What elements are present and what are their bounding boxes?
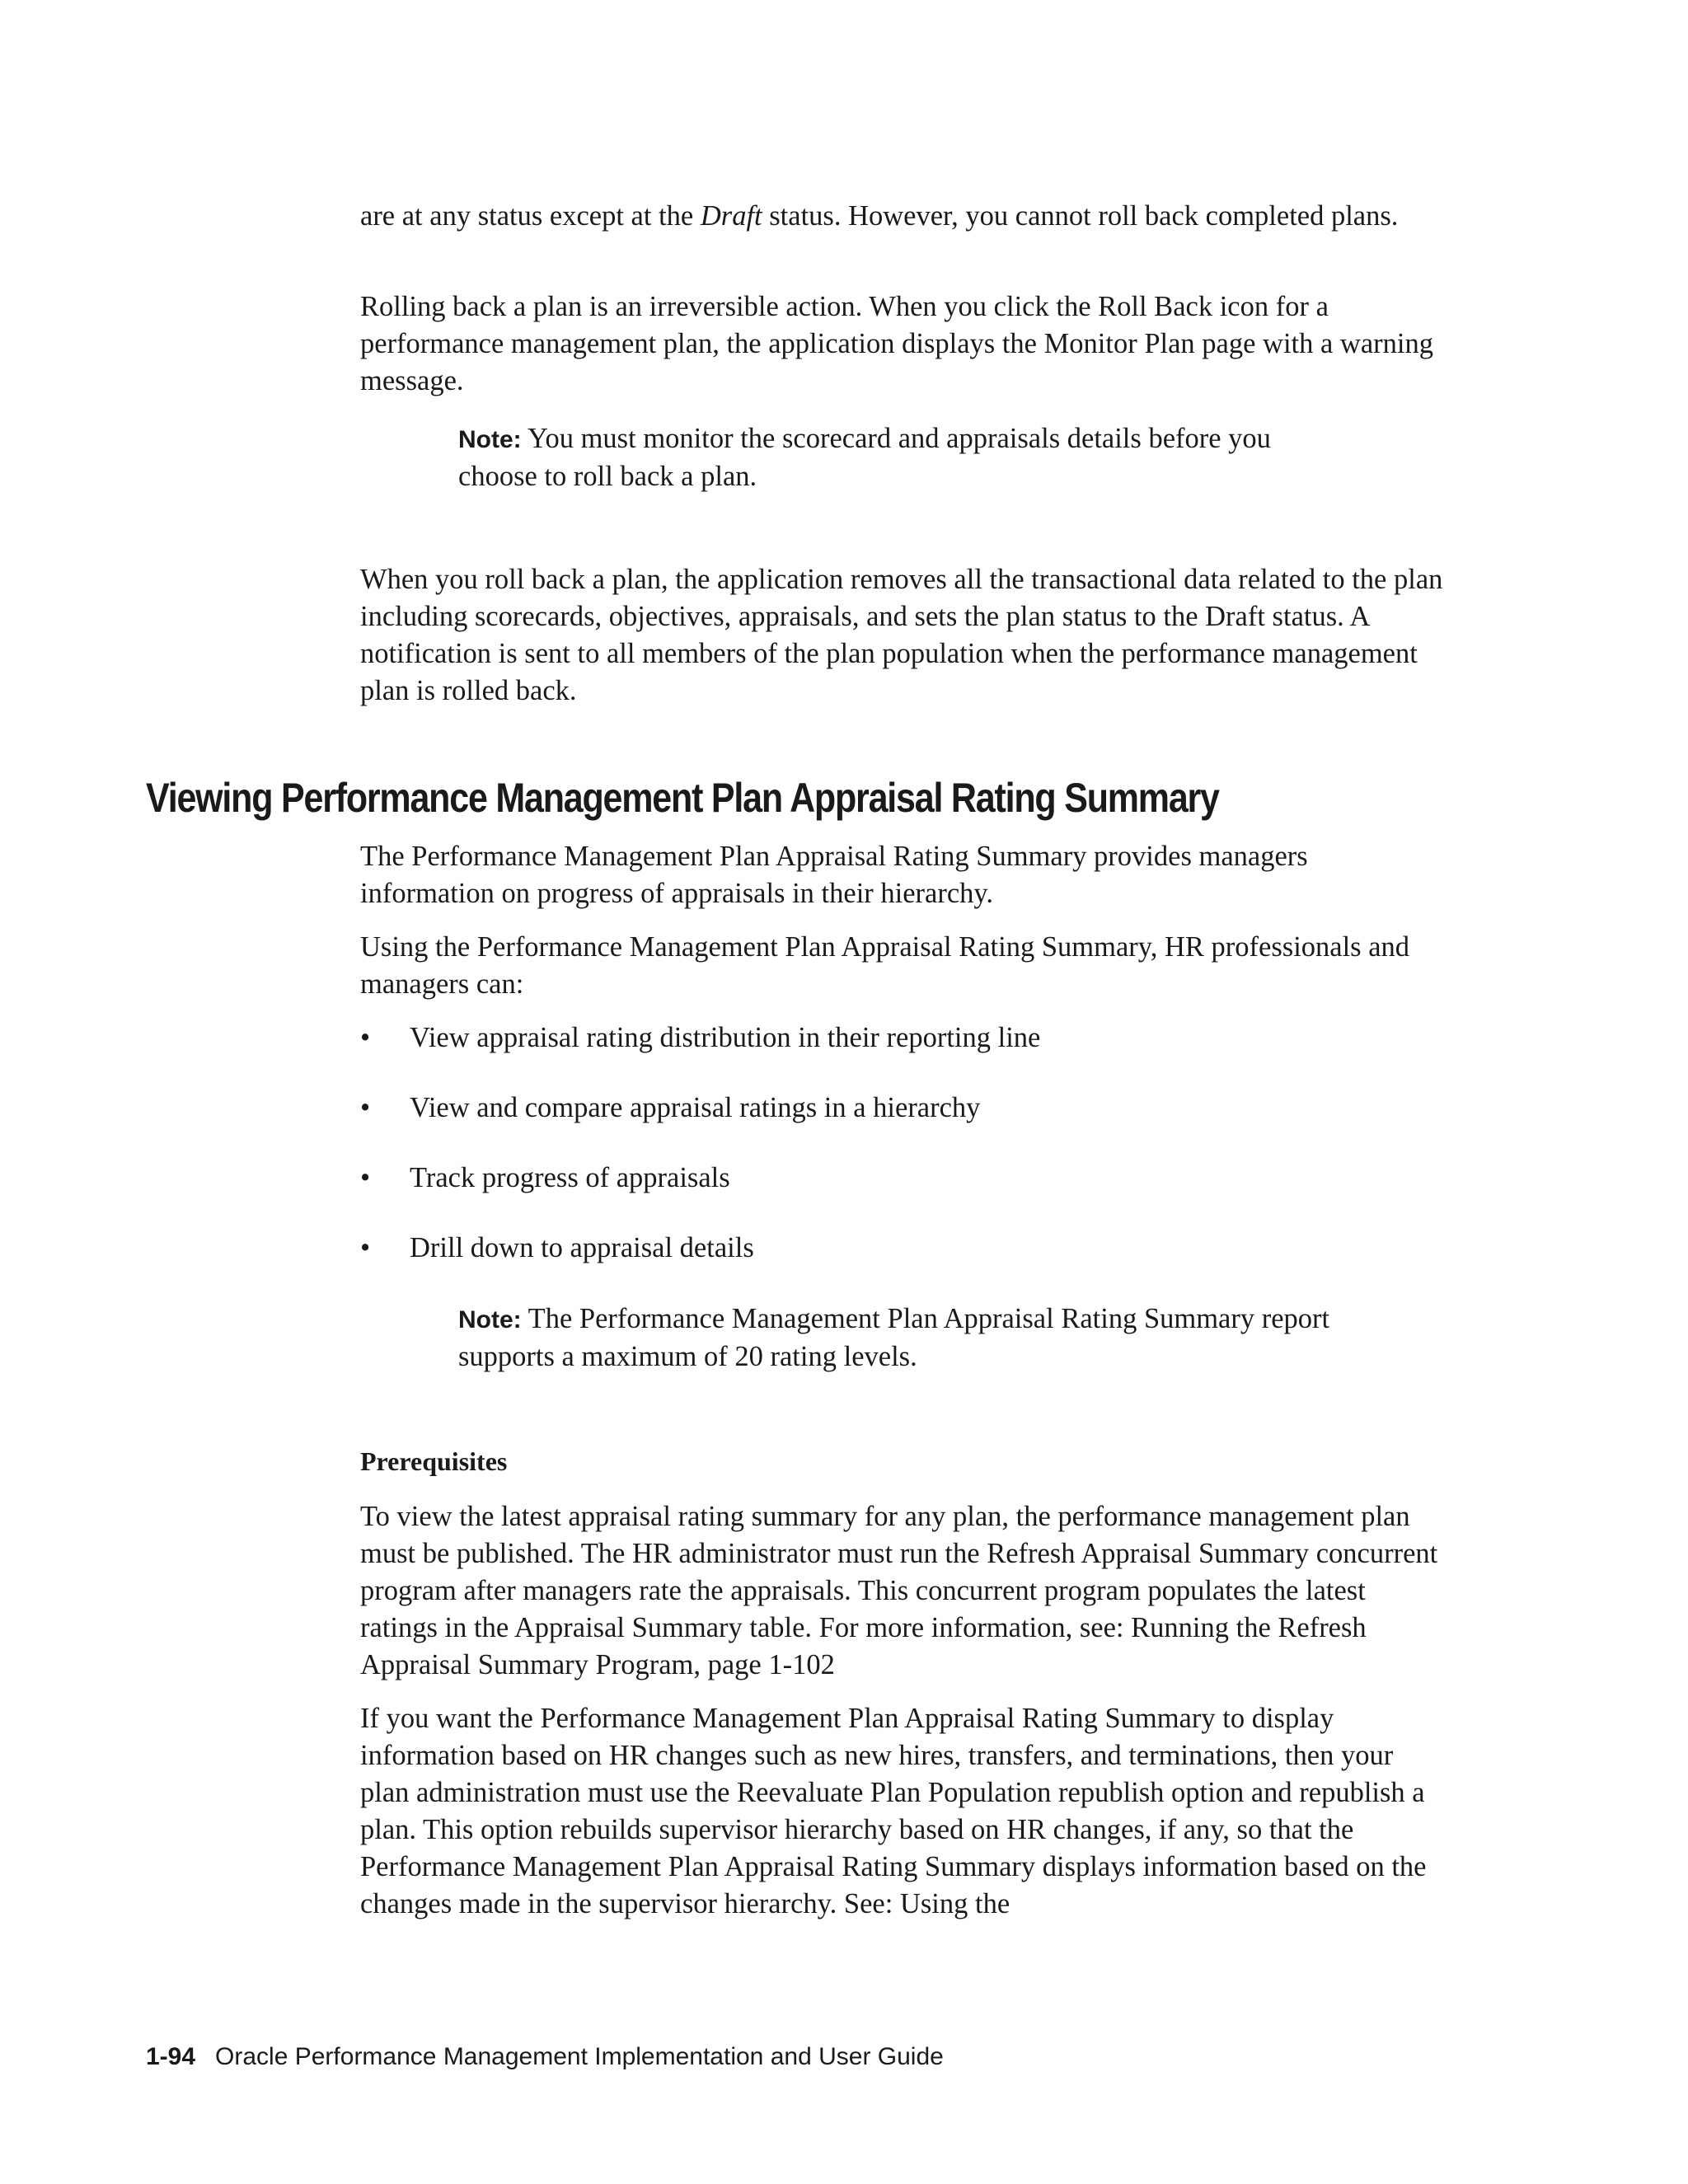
note-rollback bbox=[458, 420, 1332, 495]
note-label: Note: bbox=[458, 1306, 522, 1333]
book-title: Oracle Performance Management Implementation and User Guide bbox=[215, 2043, 944, 2070]
bullet-item bbox=[360, 1230, 1448, 1267]
section-heading: Viewing Performance Management Plan Appraisal Rating Summary bbox=[146, 775, 1219, 821]
removal-paragraph: When you roll back a plan, the application removes all the transactional data related to the plan including scorecards, objectives, appraisals, and sets the plan status to the Draft status. A notification is sent to all members of the plan population when the performance management plan is rolled back. bbox=[360, 564, 1443, 706]
bullet-text: View appraisal rating distribution in their reporting line bbox=[410, 1022, 1041, 1053]
page-number: 1-94 bbox=[146, 2043, 196, 2070]
bullet-dot: • bbox=[360, 1092, 371, 1123]
note-label: Note: bbox=[458, 426, 522, 453]
note-rating-levels bbox=[458, 1301, 1332, 1376]
continued-paragraph-end: status. However, you cannot roll back completed plans. bbox=[762, 200, 1399, 232]
bullet-item bbox=[360, 1160, 1448, 1197]
intro-paragraph: The Performance Management Plan Appraisal Rating Summary provides managers information on progress of appraisals in their hierarchy. bbox=[360, 841, 1308, 909]
bullet-item bbox=[360, 1019, 1448, 1057]
draft-status-italic: Draft bbox=[700, 200, 762, 232]
continued-paragraph-start: are at any status except at the bbox=[360, 200, 701, 232]
note-text: You must monitor the scorecard and appraisals details before you choose to roll back a plan. bbox=[458, 423, 1271, 492]
bullet-text: Track progress of appraisals bbox=[410, 1162, 730, 1193]
using-paragraph: Using the Performance Management Plan Appraisal Rating Summary, HR professionals and managers can: bbox=[360, 931, 1410, 1000]
bullet-dot: • bbox=[360, 1232, 371, 1263]
hr-changes-paragraph: If you want the Performance Management Plan Appraisal Rating Summary to display information based on HR changes such as new hires, transfers, and terminations, then your plan administration must use the Reevaluate Plan Population republish option and republish a plan. This option rebuilds supervisor hierarchy based on HR changes, if any, so that the Performance Management Plan Appraisal Rating Summary displays information based on the changes made in the supervisor hierarchy. See: Using the bbox=[360, 1703, 1427, 1919]
note-text: The Performance Management Plan Appraisal Rating Summary report supports a maximum of 20 rating levels. bbox=[458, 1303, 1330, 1372]
bullet-dot: • bbox=[360, 1162, 371, 1193]
continued-paragraph bbox=[360, 198, 1448, 235]
bullet-text: View and compare appraisal ratings in a hierarchy bbox=[410, 1092, 981, 1123]
prerequisites-heading: Prerequisites bbox=[360, 1446, 508, 1476]
page-footer bbox=[146, 2041, 944, 2074]
bullet-item bbox=[360, 1090, 1448, 1127]
bullet-dot: • bbox=[360, 1022, 371, 1053]
prerequisites-paragraph: To view the latest appraisal rating summary for any plan, the performance management plan must be published. The HR administrator must run the Refresh Appraisal Summary concurrent program after managers rate the appraisals. This concurrent program populates the latest ratings in the Appraisal Summary table. For more information, see: Running the Refresh Appraisal Summary Program, page 1-102 bbox=[360, 1501, 1438, 1680]
rollback-paragraph: Rolling back a plan is an irreversible action. When you click the Roll Back icon for a performance management plan, the application displays the Monitor Plan page with a warning message. bbox=[360, 291, 1433, 396]
bullet-text: Drill down to appraisal details bbox=[410, 1232, 754, 1263]
